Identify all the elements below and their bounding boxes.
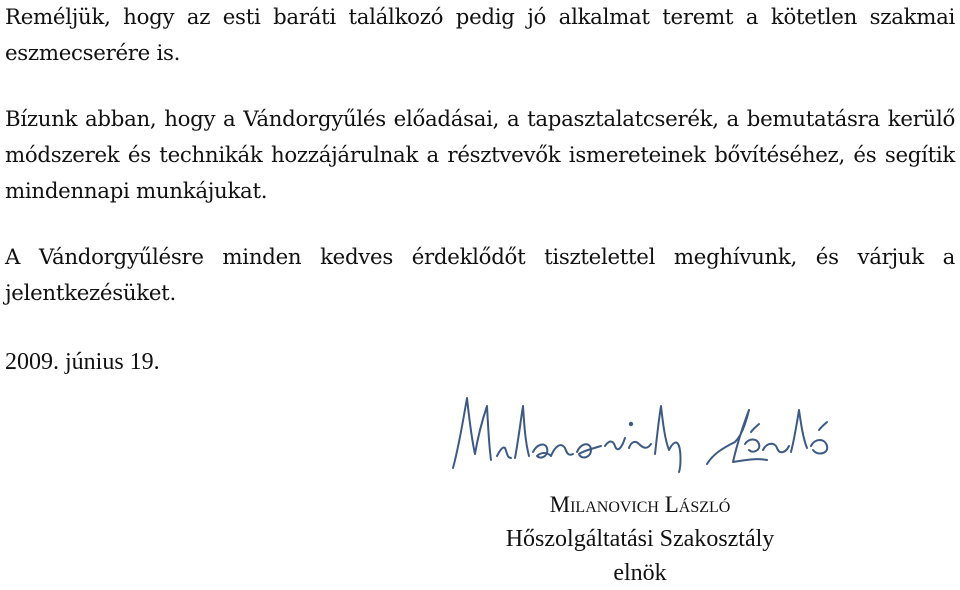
paragraph-conference-benefits: Bízunk abban, hogy a Vándorgyűlés előadásai, a tapasztalatcserék, a bemutatásra kerülő módszerek és technikák hozzájárulnak a résztvevők ismereteinek bővítéséhez, és segítik mindennapi munkájukat. — [5, 107, 955, 204]
paragraph-invitation: A Vándorgyűlésre minden kedves érdeklődőt tisztelettel meghívunk, és várjuk a jelentkezésüket. — [5, 245, 955, 306]
signer-name: Milanovich László — [549, 492, 731, 517]
signature-block — [480, 488, 800, 590]
signature-ink — [445, 376, 840, 484]
handwritten-signature — [445, 376, 840, 484]
paragraph-evening-meeting: Reméljük, hogy az esti baráti találkozó pedig jó alkalmat teremt a kötetlen szakmai eszmecserére is. — [5, 5, 955, 66]
signer-department: Hőszolgáltatási Szakosztály — [505, 526, 775, 552]
signer-role: elnök — [613, 560, 667, 586]
letter-date: 2009. június 19. — [5, 349, 160, 375]
